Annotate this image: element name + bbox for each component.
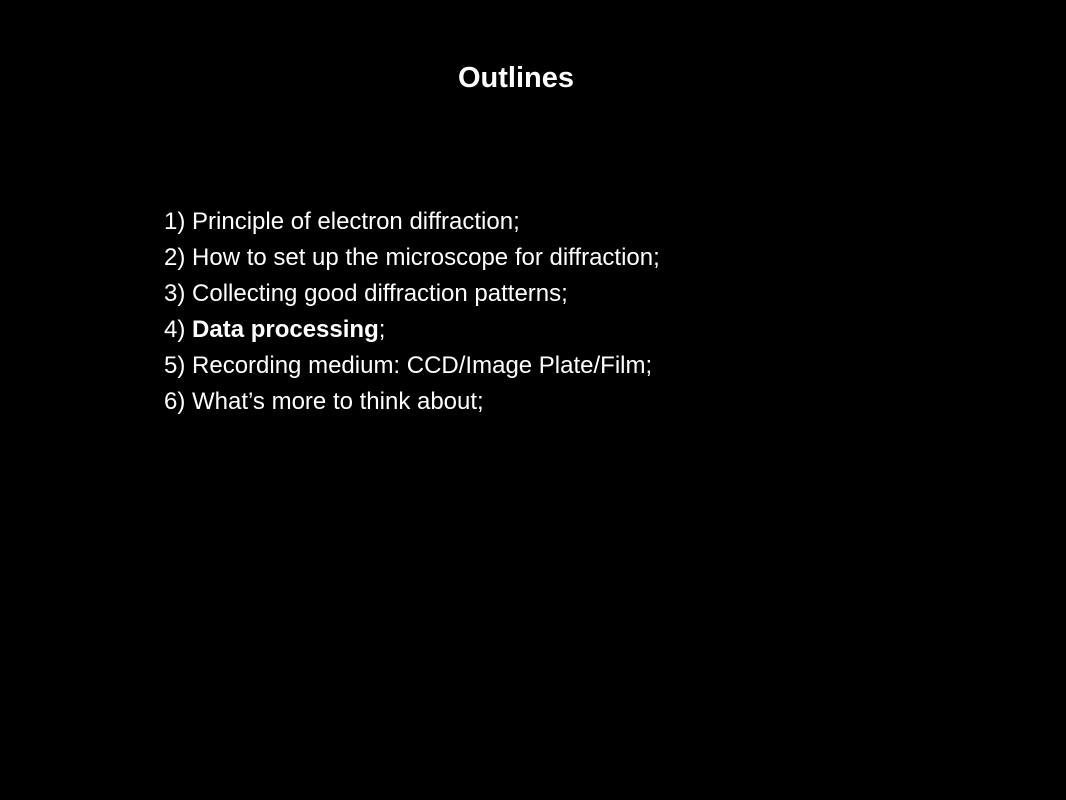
outline-item-text: 2) How to set up the microscope for diffraction;	[164, 244, 660, 271]
slide-title: Outlines	[457, 62, 574, 94]
outline-item-6	[164, 384, 660, 420]
outline-item-number: 4)	[164, 316, 193, 343]
outline-item-text: 3) Collecting good diffraction patterns;	[164, 280, 568, 307]
outline-list	[164, 204, 660, 420]
outline-item-4	[164, 312, 660, 348]
outline-item-1	[164, 204, 660, 240]
outline-item-text: 6) What’s more to think about;	[164, 388, 484, 415]
outline-item-suffix: ;	[378, 316, 386, 343]
outline-item-3	[164, 276, 660, 312]
outline-item-5	[164, 348, 660, 384]
outline-item-text: 5) Recording medium: CCD/Image Plate/Film;	[164, 352, 653, 379]
outline-item-text: 1) Principle of electron diffraction;	[164, 208, 520, 235]
outline-item-highlight: Data processing	[192, 316, 379, 343]
outline-item-2	[164, 240, 660, 276]
